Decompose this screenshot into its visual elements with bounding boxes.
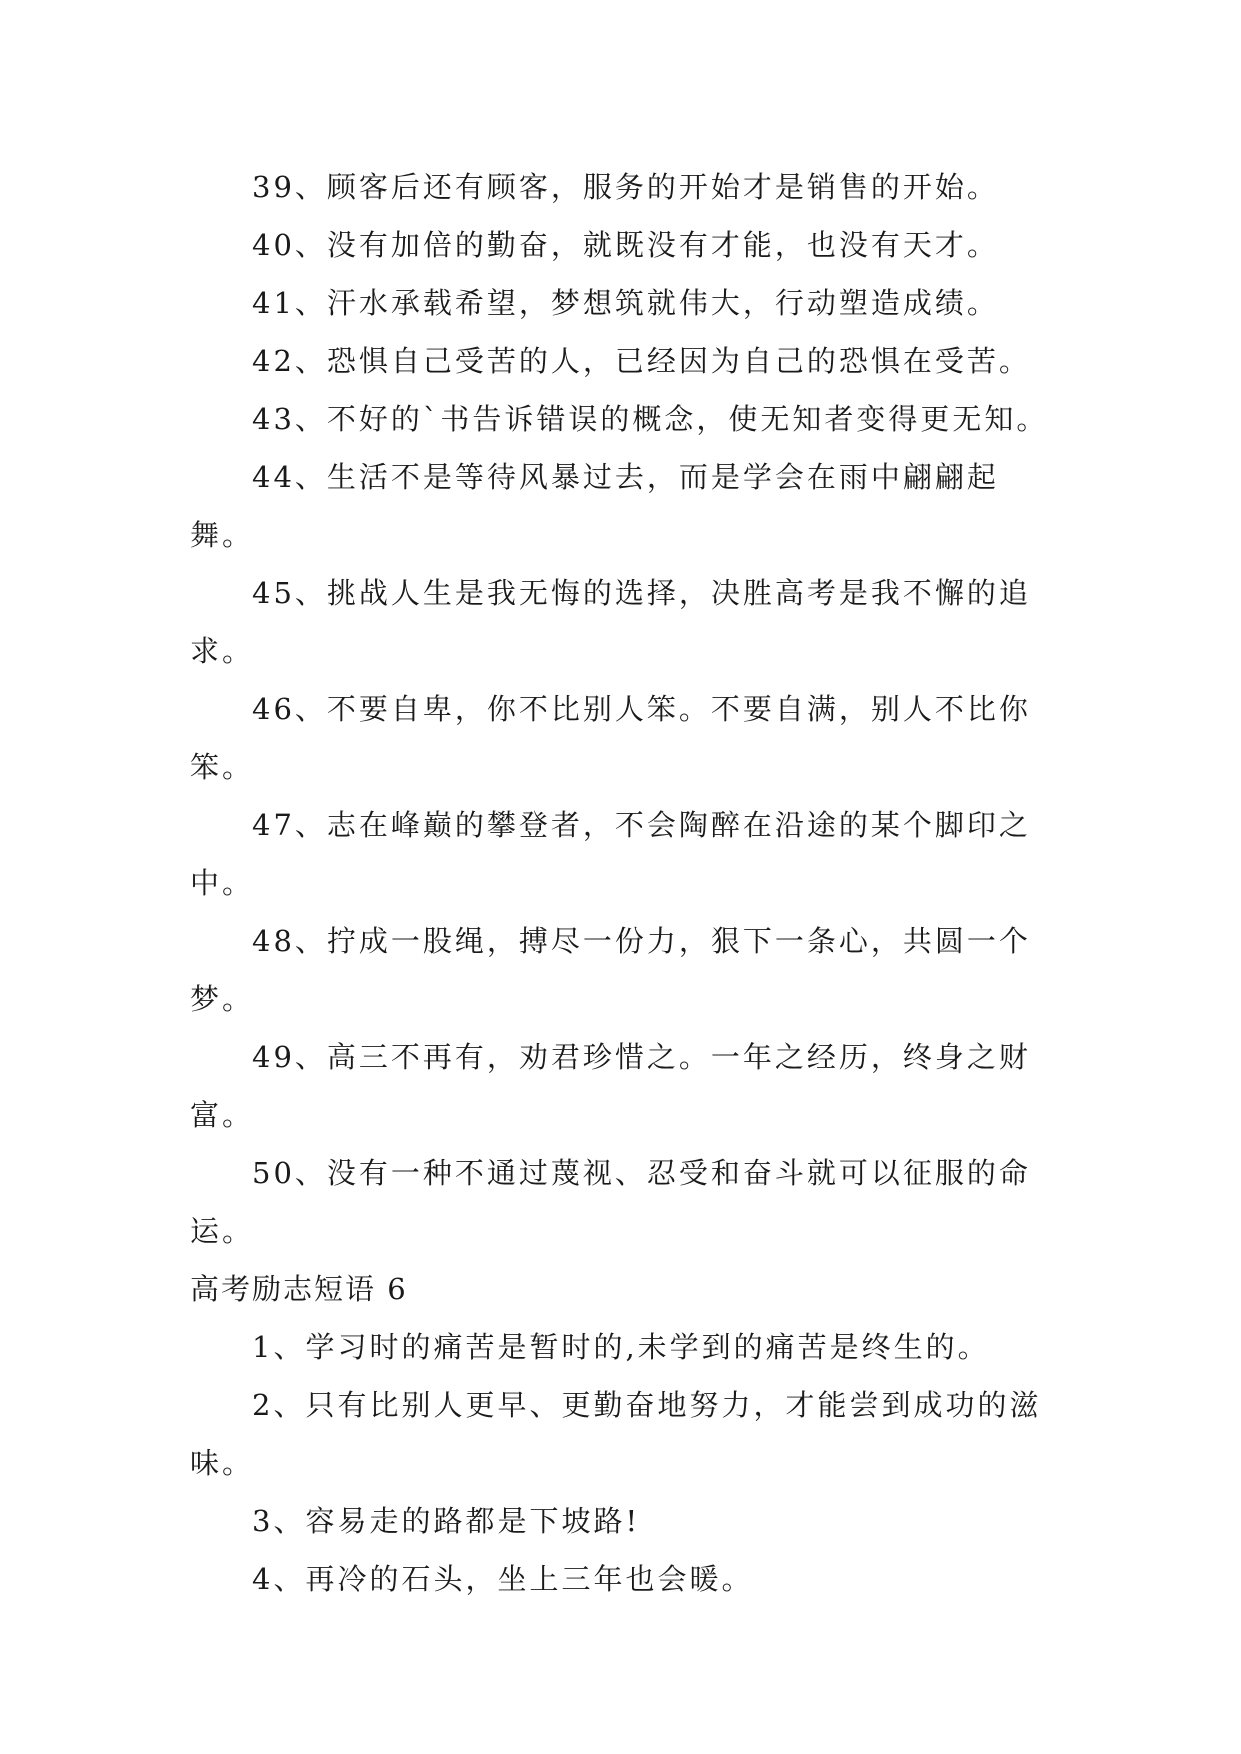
quote-paragraph: 46、不要自卑，你不比别人笨。不要自满，别人不比你笨。 bbox=[190, 692, 1031, 784]
quote-paragraph: 43、不好的`书告诉错误的概念，使无知者变得更无知。 bbox=[252, 402, 1049, 436]
quote-paragraph: 2、只有比别人更早、更勤奋地努力，才能尝到成功的滋味。 bbox=[190, 1388, 1042, 1480]
quote-paragraph: 50、没有一种不通过蔑视、忍受和奋斗就可以征服的命运。 bbox=[190, 1156, 1031, 1248]
quote-paragraph: 41、汗水承载希望，梦想筑就伟大，行动塑造成绩。 bbox=[252, 286, 999, 320]
document-body bbox=[190, 158, 1050, 1608]
quote-paragraph: 3、容易走的路都是下坡路! bbox=[252, 1504, 641, 1538]
quote-paragraph: 39、顾客后还有顾客，服务的开始才是销售的开始。 bbox=[252, 170, 999, 204]
quote-paragraph: 40、没有加倍的勤奋，就既没有才能，也没有天才。 bbox=[252, 228, 999, 262]
quote-paragraph: 47、志在峰巅的攀登者，不会陶醉在沿途的某个脚印之中。 bbox=[190, 808, 1031, 900]
quote-paragraph: 1、学习时的痛苦是暂时的,未学到的痛苦是终生的。 bbox=[252, 1330, 990, 1364]
quote-paragraph: 44、生活不是等待风暴过去，而是学会在雨中翩翩起舞。 bbox=[190, 460, 999, 552]
section-heading: 高考励志短语 6 bbox=[190, 1272, 408, 1306]
quote-paragraph: 48、拧成一股绳，搏尽一份力，狠下一条心，共圆一个梦。 bbox=[190, 924, 1031, 1016]
quote-paragraph: 49、高三不再有，劝君珍惜之。一年之经历，终身之财富。 bbox=[190, 1040, 1031, 1132]
quote-paragraph: 42、恐惧自己受苦的人，已经因为自己的恐惧在受苦。 bbox=[252, 344, 1031, 378]
quote-paragraph: 45、挑战人生是我无悔的选择，决胜高考是我不懈的追求。 bbox=[190, 576, 1031, 668]
quote-paragraph: 4、再冷的石头，坐上三年也会暖。 bbox=[252, 1562, 754, 1596]
